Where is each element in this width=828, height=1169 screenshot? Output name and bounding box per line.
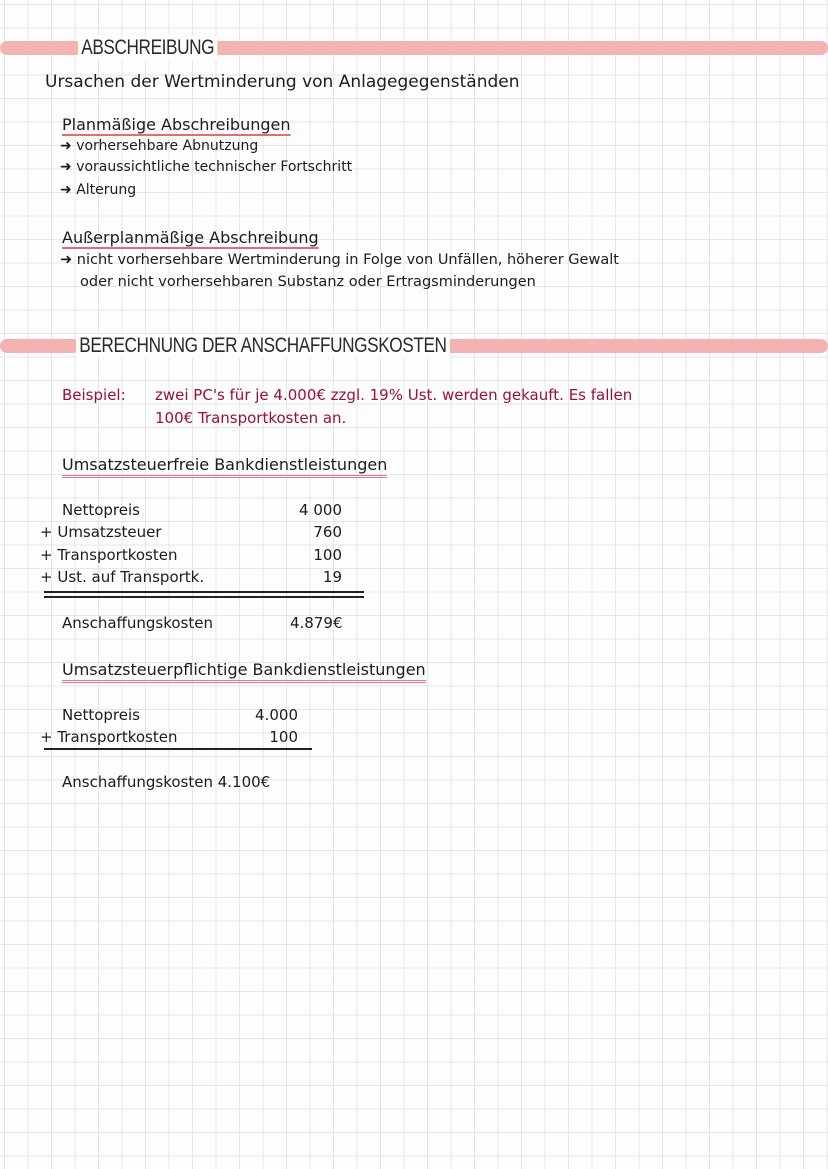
example-line-2: 100€ Transportkosten an. [155, 409, 347, 427]
heading-bar-left [0, 339, 80, 353]
unplanned-line-2: oder nicht vorhersehbaren Substanz oder Ertragsminderungen [80, 274, 536, 290]
total-label: Anschaffungskosten [62, 614, 213, 632]
table-row-value: 19 [322, 568, 342, 586]
arrow-icon: ➜ [60, 252, 77, 268]
table-row-label: + Umsatzsteuer [40, 523, 162, 541]
arrow-icon: ➜ [60, 138, 77, 154]
total-line: Anschaffungskosten 4.100€ [62, 773, 271, 791]
sum-line [44, 748, 312, 750]
unplanned-line-1: ➜ nicht vorhersehbare Wertminderung in Folge von Unfällen, höherer Gewalt [60, 252, 619, 268]
example-line-1: zwei PC's für je 4.000€ zzgl. 19% Ust. werden gekauft. Es fallen [155, 386, 633, 404]
table-row-value: 4 000 [299, 501, 342, 519]
table-row-label: + Transportkosten [40, 546, 178, 564]
planned-item: ➜ voraussichtliche technischer Fortschritt [60, 159, 353, 175]
heading-bar-right [425, 339, 828, 353]
total-value: 4.879€ [290, 614, 343, 632]
table-row-value: 100 [269, 728, 298, 746]
intro-text: Ursachen der Wertminderung von Anlagegegenständen [45, 72, 520, 92]
table-row-value: 100 [313, 546, 342, 564]
planned-item: ➜ Alterung [60, 182, 137, 198]
table-row-value: 4.000 [255, 706, 298, 724]
planned-title: Planmäßige Abschreibungen [62, 115, 291, 134]
table-row-label: + Transportkosten [40, 728, 178, 746]
planned-item: ➜ vorhersehbare Abnutzung [60, 138, 259, 154]
section-heading-berechnung: BERECHNUNG DER ANSCHAFFUNGSKOSTEN [76, 334, 450, 358]
table-row-label: Nettopreis [62, 706, 140, 724]
table-row-value: 760 [313, 523, 342, 541]
heading-bar-left [0, 41, 82, 55]
table-row-label: Nettopreis [62, 501, 140, 519]
example-label: Beispiel: [62, 386, 126, 404]
section-heading-abschreibung: ABSCHREIBUNG [78, 36, 217, 60]
arrow-icon: ➜ [60, 182, 77, 198]
unplanned-title: Außerplanmäßige Abschreibung [62, 228, 319, 247]
liable-title: Umsatzsteuerpflichtige Bankdienstleistungen [62, 660, 426, 683]
sum-line-bottom [44, 596, 364, 598]
sum-line-top [44, 591, 364, 593]
heading-bar-right [205, 41, 828, 55]
table-row-label: + Ust. auf Transportk. [40, 568, 205, 586]
arrow-icon: ➜ [60, 159, 77, 175]
free-title: Umsatzsteuerfreie Bankdienstleistungen [62, 455, 387, 478]
